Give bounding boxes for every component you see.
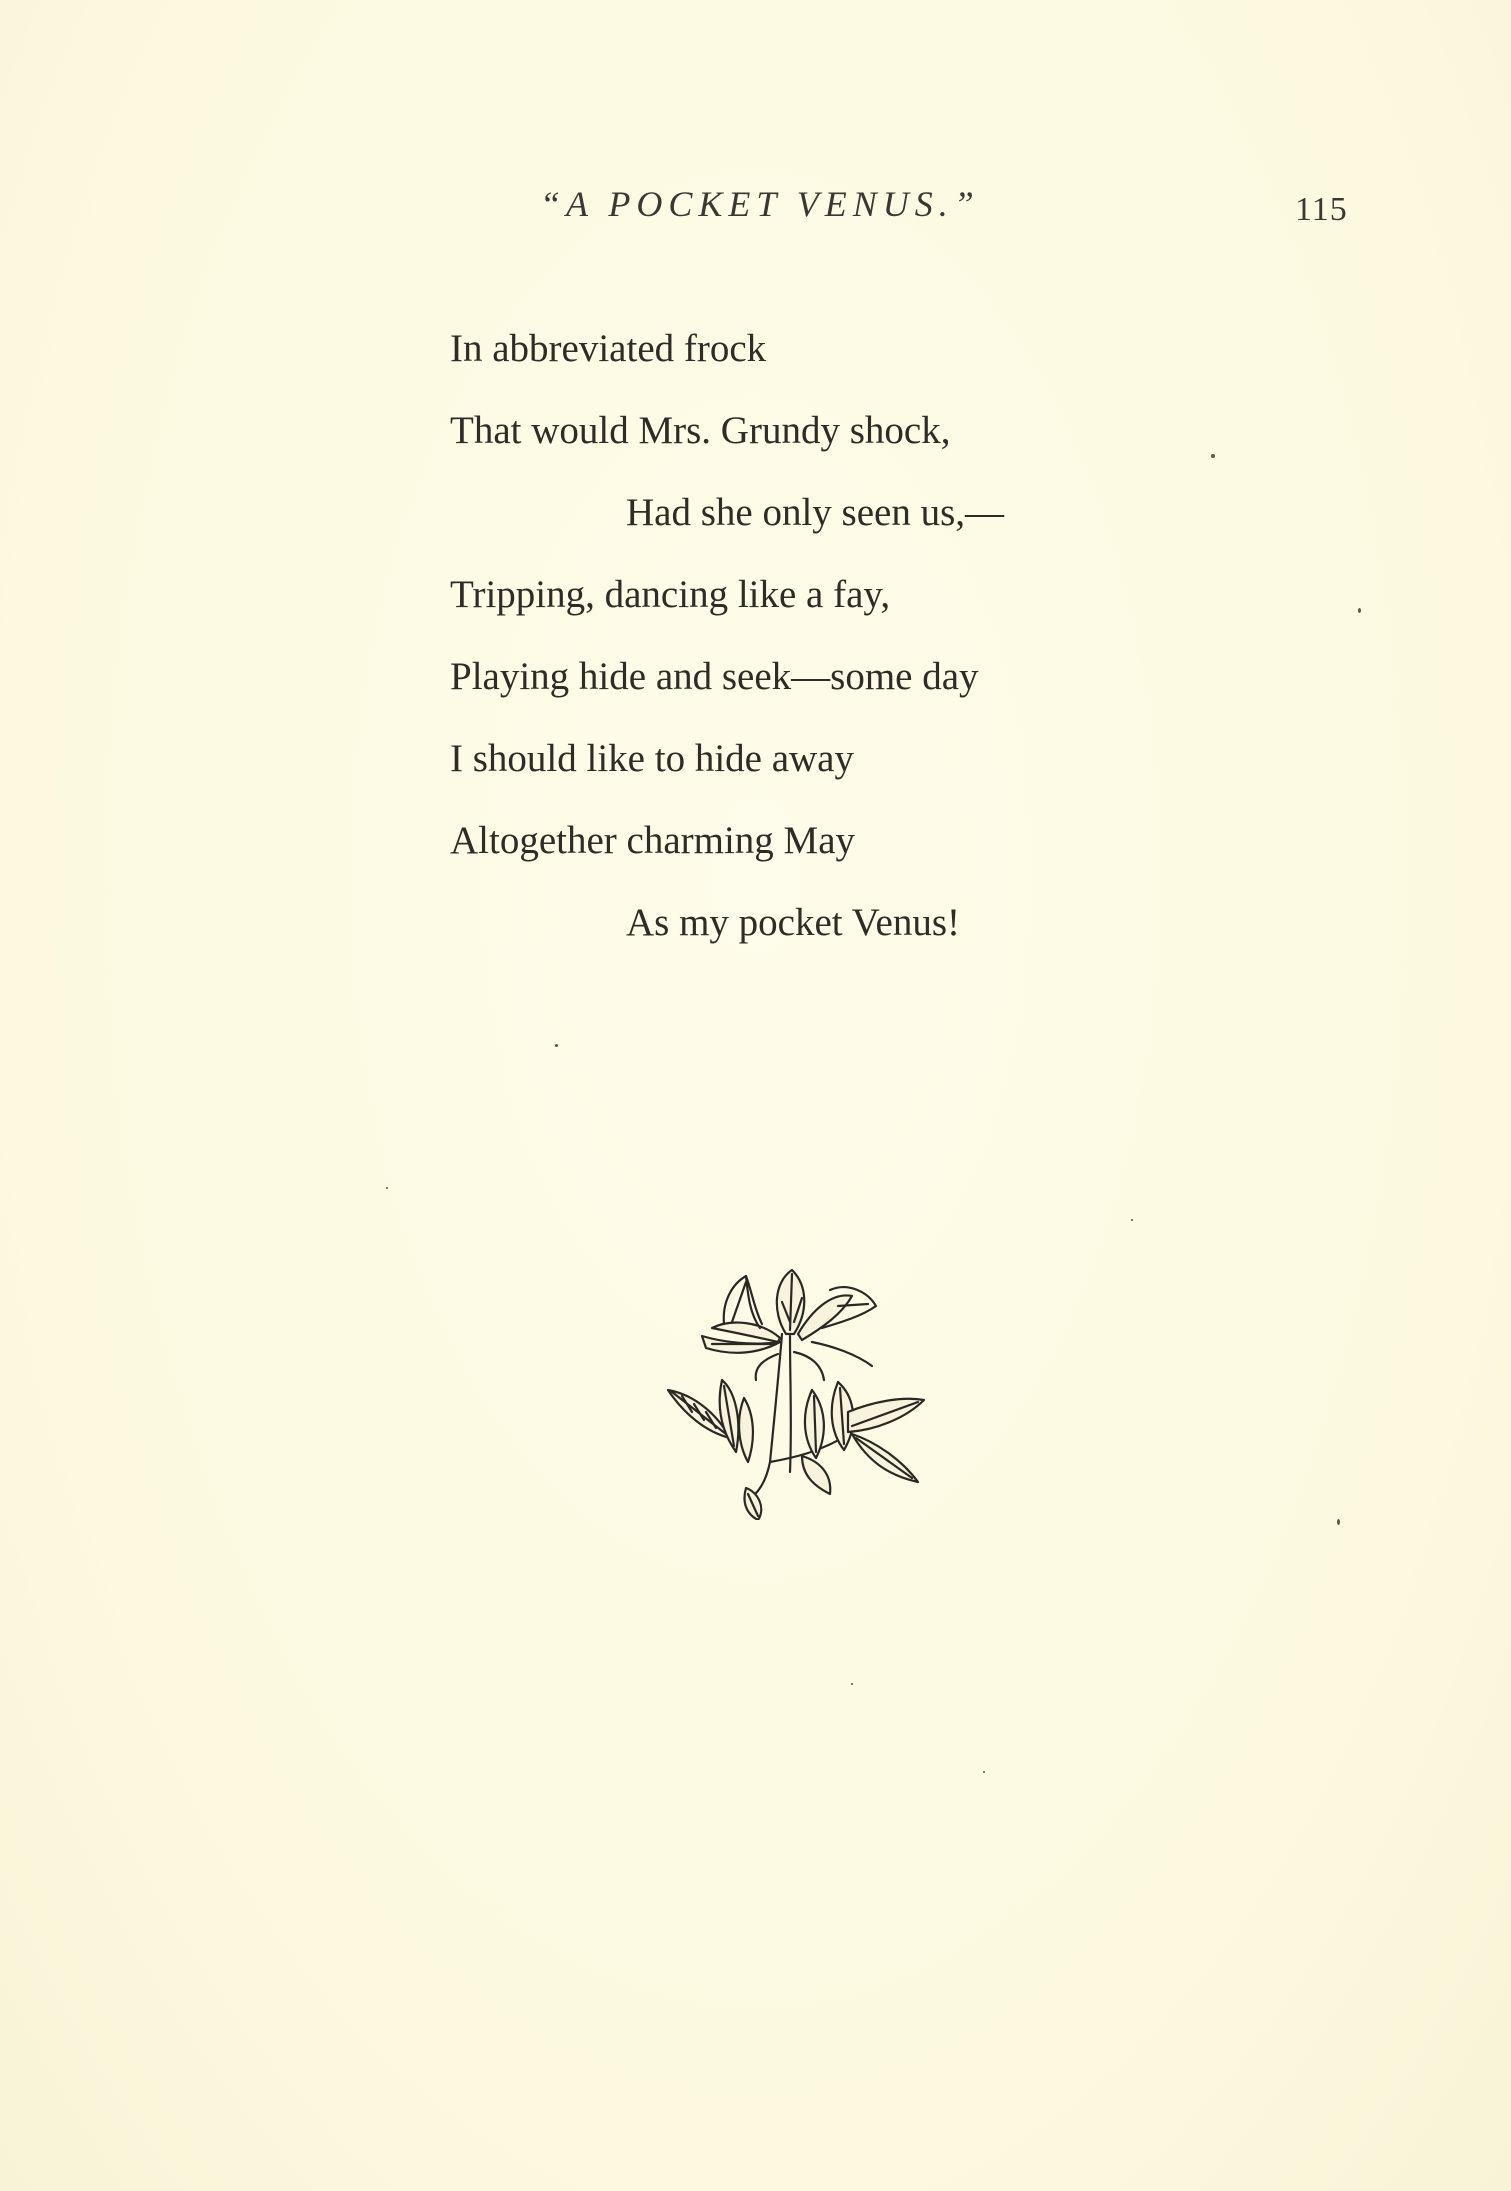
- paper-speck: [1211, 454, 1215, 458]
- paper-speck: [851, 1683, 853, 1685]
- poem-line: Playing hide and seek—some day: [450, 655, 979, 698]
- poem-line: I should like to hide away: [450, 737, 854, 780]
- poem-line: Tripping, dancing like a fay,: [450, 573, 891, 616]
- paper-speck: [555, 1044, 558, 1047]
- poem-stanza: [450, 308, 1250, 964]
- paper-speck: [983, 1771, 985, 1773]
- poem-line: As my pocket Venus!: [626, 901, 960, 944]
- paper-speck: [386, 1187, 388, 1189]
- poem-line: In abbreviated frock: [450, 327, 767, 370]
- paper-speck: [1337, 1519, 1340, 1525]
- poem-line: That would Mrs. Grundy shock,: [450, 409, 951, 452]
- poem-line: Had she only seen us,—: [626, 491, 1005, 534]
- floral-sprig-icon: [662, 1262, 932, 1520]
- running-title: “A POCKET VENUS.”: [540, 184, 980, 224]
- paper-speck: [1358, 608, 1361, 613]
- poem-line: Altogether charming May: [450, 819, 856, 862]
- paper-speck: [1131, 1219, 1133, 1221]
- page-number: 115: [1295, 191, 1348, 228]
